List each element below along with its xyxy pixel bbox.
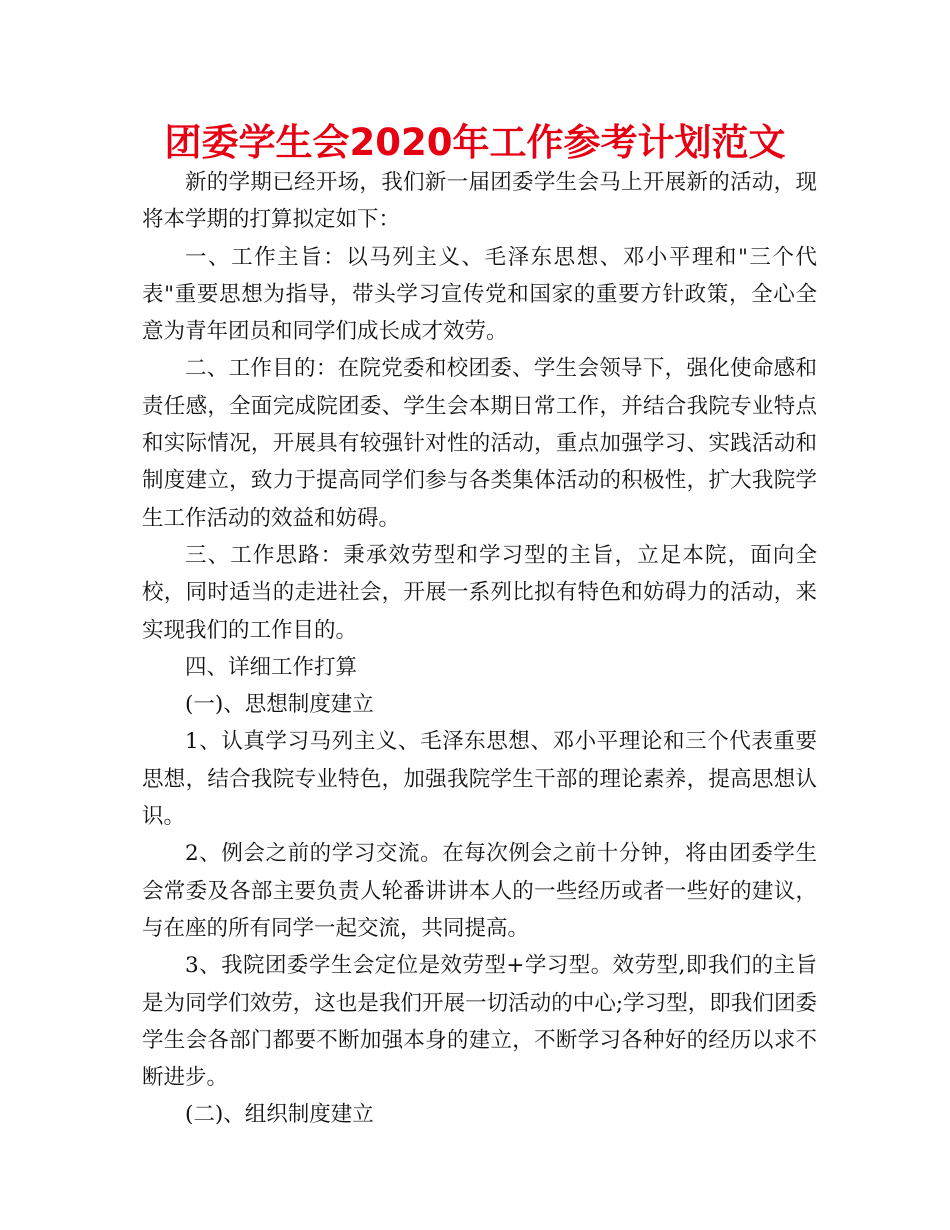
subsection-heading-organization: (二)、组织制度建立 — [185, 1102, 374, 1128]
paragraph-work-approach: 三、工作思路：秉承效劳型和学习型的主旨，立足本院，面向全校，同时适当的走进社会，开展一系列比拟有特色和妨碍力的活动，来实现我们的工作目的。 — [142, 542, 817, 643]
paragraph-work-purpose: 一、工作主旨：以马列主义、毛泽东思想、邓小平理和"三个代表"重要思想为指导，带头学习宣传党和国家的重要方针政策，全心全意为青年团员和同学们成长成才效劳。 — [142, 244, 817, 345]
subsection-heading-ideology: (一)、思想制度建立 — [185, 692, 374, 718]
paragraph-item-1: 1、认真学习马列主义、毛泽东思想、邓小平理论和三个代表重要思想，结合我院专业特色，加强我院学生干部的理论素养，提高思想认识。 — [142, 729, 817, 830]
document-title: 团委学生会2020年工作参考计划范文 — [164, 121, 786, 164]
section-heading-detailed-plan: 四、详细工作打算 — [185, 654, 358, 680]
paragraph-work-goal: 二、工作目的：在院党委和校团委、学生会领导下，强化使命感和责任感，全面完成院团委、学生会本期日常工作，并结合我院专业特点和实际情况，开展具有较强针对性的活动，重点加强学习、实践活动和制度建立，致力于提高同学们参与各类集体活动的积极性，扩大我院学生工作活动的效益和妨碍。 — [142, 356, 817, 531]
document-body — [142, 164, 817, 1134]
paragraph-item-3: 3、我院团委学生会定位是效劳型+学习型。效劳型,即我们的主旨是为同学们效劳，这也是我们开展一切活动的中心;学习型，即我们团委学生会各部门都要不断加强本身的建立，不断学习各种好的经历以求不断进步。 — [142, 953, 817, 1091]
paragraph-item-2: 2、例会之前的学习交流。在每次例会之前十分钟，将由团委学生会常委及各部主要负责人轮番讲讲本人的一些经历或者一些好的建议，与在座的所有同学一起交流，共同提高。 — [142, 841, 817, 941]
paragraph-intro: 新的学期已经开场，我们新一届团委学生会马上开展新的活动，现将本学期的打算拟定如下： — [142, 170, 817, 233]
